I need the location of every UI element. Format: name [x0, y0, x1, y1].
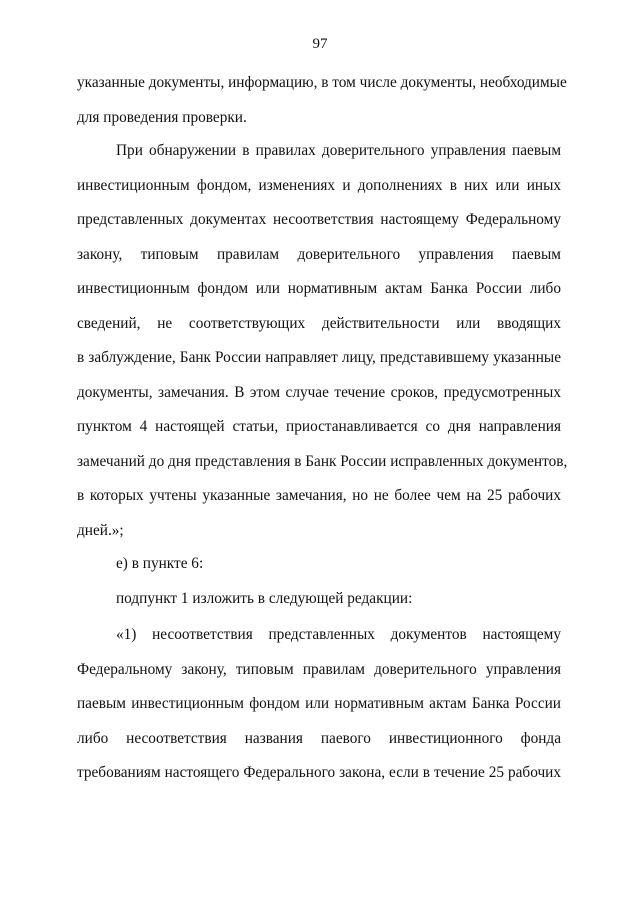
text-line: замечаний до дня представления в Банк России исправленных документов, — [77, 452, 568, 470]
text-line: е) в пункте 6: — [116, 555, 204, 572]
text-line: «1) несоответствия представленных документов настоящему — [116, 626, 561, 643]
text-line: инвестиционным фондом или нормативным актам Банка России либо — [77, 280, 561, 297]
paragraph-continuation — [77, 66, 567, 135]
text-line: дней.»; — [77, 521, 124, 539]
text-line: требованиям настоящего Федерального закона, если в течение 25 рабочих — [77, 764, 561, 781]
text-line: указанные документы, информацию, в том числе документы, необходимые — [77, 74, 567, 91]
text-line: в заблуждение, Банк России направляет лицу, представившему указанные — [77, 349, 561, 366]
text-line: инвестиционным фондом, изменениях и дополнениях в них или иных — [77, 176, 561, 194]
text-line: представленных документах несоответствия настоящему Федеральному — [77, 211, 561, 228]
text-line: пунктом 4 настоящей статьи, приостанавливается со дня направления — [77, 418, 561, 435]
text-line: подпункт 1 изложить в следующей редакции: — [116, 590, 413, 607]
page-number: 97 — [312, 36, 328, 52]
text-line: документы, замечания. В этом случае течение сроков, предусмотренных — [77, 383, 561, 401]
paragraph-item-e — [77, 547, 561, 582]
text-line: При обнаружении в правилах доверительного управления паевым — [116, 142, 561, 159]
paragraph-quoted-item — [77, 618, 561, 791]
text-line: сведений, не соответствующих действительности или вводящих — [77, 314, 561, 332]
text-line: в которых учтены указанные замечания, но не более чем на 25 рабочих — [77, 487, 561, 504]
paragraph-subitem-1 — [77, 582, 561, 617]
text-line: либо несоответствия названия паевого инвестиционного фонда — [77, 729, 561, 747]
text-line: закону, типовым правилам доверительного управления паевым — [77, 245, 561, 263]
text-line: Федеральному закону, типовым правилам доверительного управления — [77, 660, 561, 678]
text-line: паевым инвестиционным фондом или нормативным актам Банка России — [77, 695, 561, 712]
paragraph-detection — [77, 134, 568, 548]
text-line: для проведения проверки. — [77, 108, 247, 126]
